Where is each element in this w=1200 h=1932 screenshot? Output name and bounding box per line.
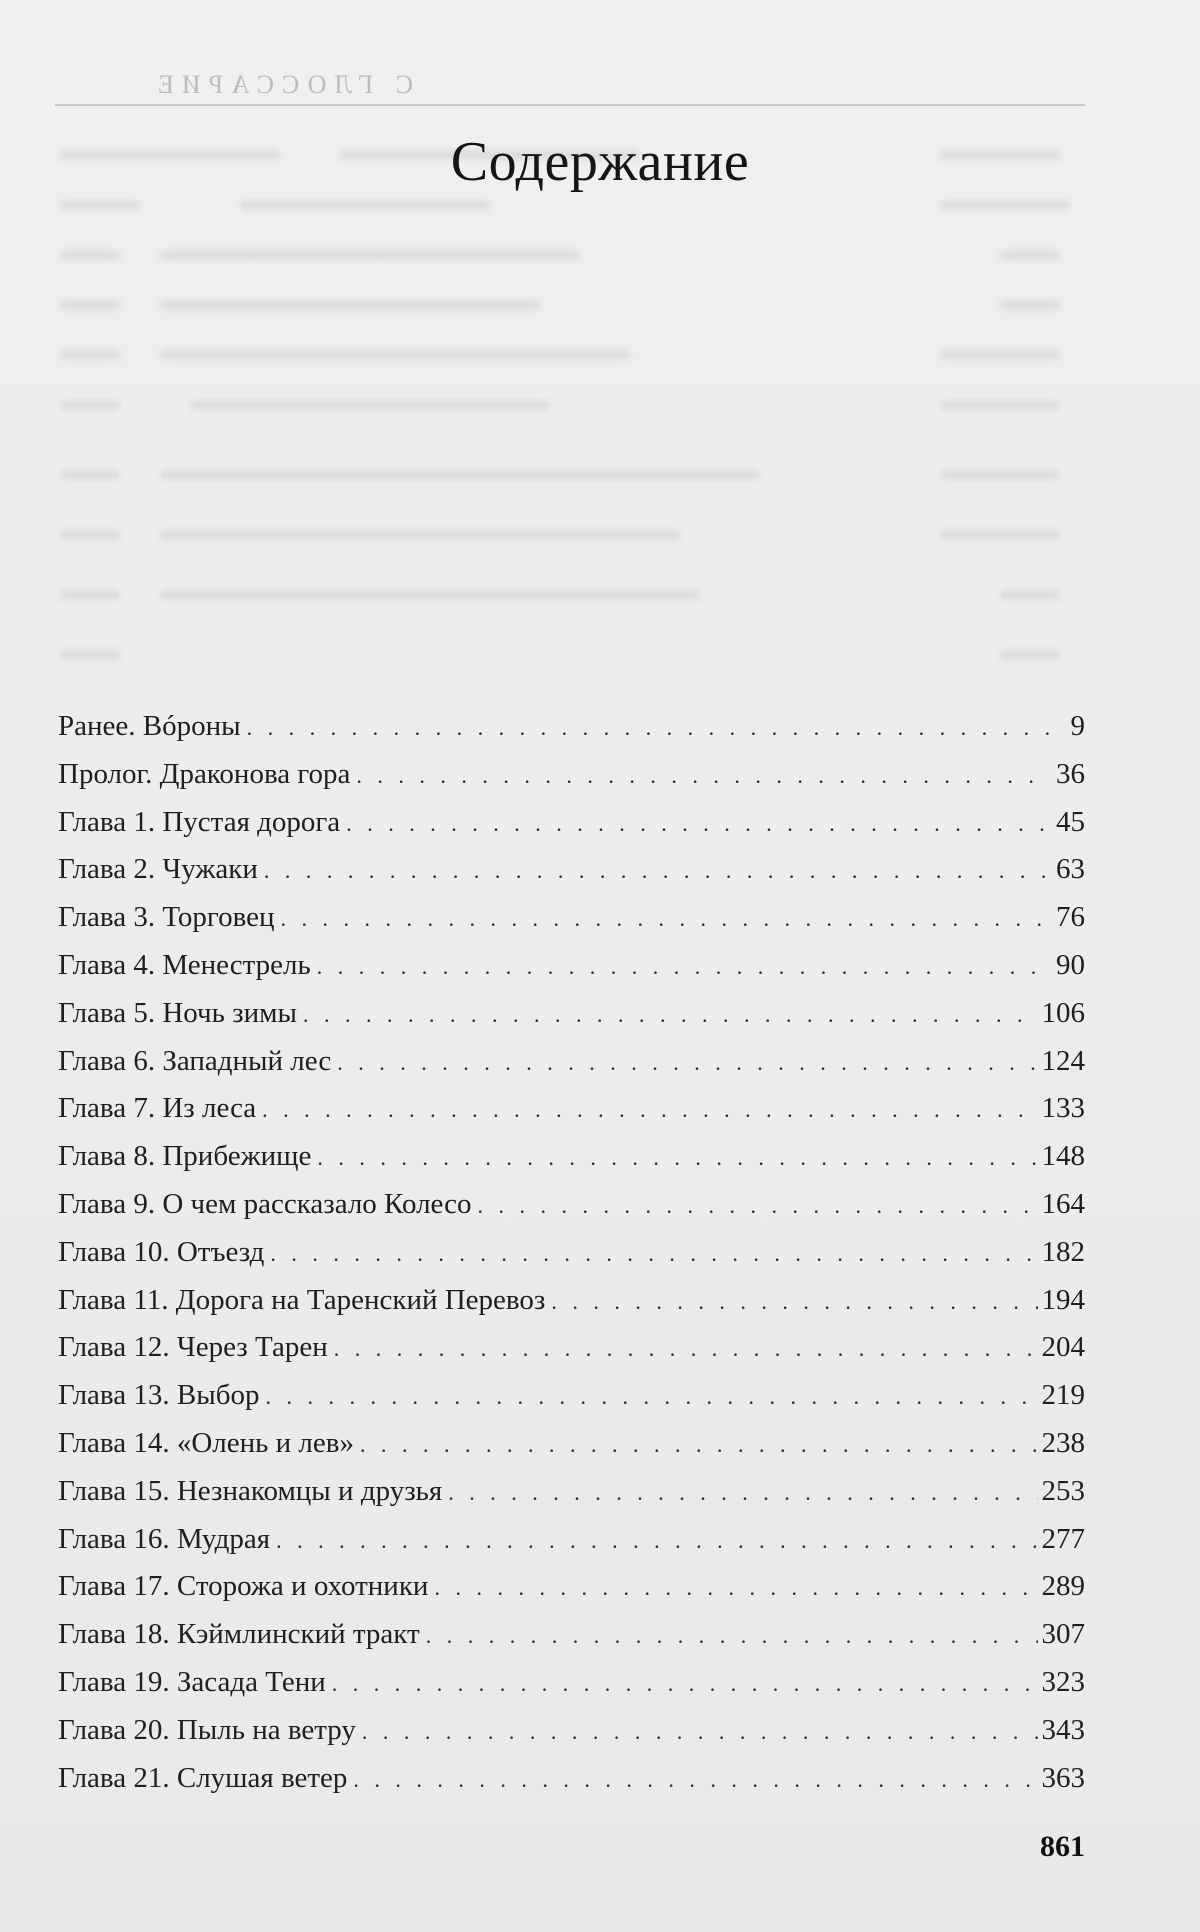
dot-leader (317, 1145, 1037, 1171)
toc-entry-label: Глава 11. Дорога на Таренский Перевоз (58, 1283, 546, 1316)
toc-entry-page: 307 (1041, 1618, 1085, 1651)
toc-entry (58, 1427, 1085, 1475)
toc-entry (58, 1331, 1085, 1379)
toc-entry (58, 949, 1085, 997)
bleed-through-text (40, 130, 1080, 690)
toc-entry-page: 9 (1070, 710, 1085, 742)
dot-leader (270, 1241, 1037, 1267)
toc-entry-label: Глава 5. Ночь зимы (58, 996, 297, 1029)
dot-leader (280, 906, 1051, 932)
table-of-contents (58, 710, 1085, 1809)
toc-entry (58, 901, 1085, 949)
toc-entry-label: Ранее. Вóроны (58, 710, 241, 742)
toc-entry (58, 1188, 1085, 1236)
toc-entry-page: 36 (1056, 757, 1085, 790)
page-title: Содержание (450, 131, 750, 193)
dot-leader (362, 1719, 1038, 1745)
dot-leader (356, 763, 1051, 789)
toc-entry-label: Глава 21. Слушая ветер (58, 1761, 348, 1794)
toc-entry-page: 289 (1041, 1570, 1085, 1603)
page-number: 861 (1040, 1830, 1085, 1863)
toc-entry-label: Глава 6. Западный лес (58, 1044, 332, 1077)
dot-leader (448, 1480, 1037, 1506)
toc-entry (58, 1666, 1085, 1714)
dot-leader (265, 1384, 1037, 1410)
toc-entry-page: 277 (1041, 1522, 1085, 1555)
toc-entry-label: Глава 7. Из леса (58, 1092, 257, 1125)
toc-entry-label: Глава 20. Пыль на ветру (58, 1713, 356, 1746)
toc-entry (58, 997, 1085, 1045)
dot-leader (478, 1193, 1038, 1219)
toc-entry-page: 63 (1056, 853, 1085, 886)
dot-leader (337, 1050, 1037, 1076)
toc-entry (58, 1236, 1085, 1284)
dot-leader (346, 811, 1051, 837)
toc-entry-label: Глава 10. Отъезд (58, 1235, 265, 1268)
toc-entry-label: Глава 15. Незнакомцы и друзья (58, 1474, 443, 1507)
toc-entry-page: 164 (1041, 1187, 1085, 1220)
header-rule (55, 104, 1085, 106)
toc-entry (58, 806, 1085, 854)
toc-entry-label: Глава 3. Торговец (58, 901, 275, 934)
toc-entry-label: Глава 18. Кэймлинский тракт (58, 1618, 420, 1651)
toc-entry (58, 1140, 1085, 1188)
toc-entry-page: 219 (1041, 1379, 1085, 1412)
toc-entry-page: 90 (1056, 948, 1085, 981)
toc-entry (58, 1284, 1085, 1332)
toc-entry-label: Глава 8. Прибежище (58, 1140, 312, 1173)
toc-entry-page: 182 (1041, 1235, 1085, 1268)
toc-entry-page: 148 (1041, 1140, 1085, 1173)
toc-entry-label: Глава 13. Выбор (58, 1379, 260, 1412)
dot-leader (262, 1097, 1037, 1123)
toc-entry-page: 194 (1041, 1283, 1085, 1316)
toc-entry-label: Глава 1. Пустая дорога (58, 805, 341, 838)
toc-entry (58, 1379, 1085, 1427)
dot-leader (334, 1336, 1038, 1362)
dot-leader (360, 1432, 1038, 1458)
dot-leader (426, 1623, 1038, 1649)
dot-leader (353, 1767, 1037, 1793)
toc-entry-label: Глава 17. Сторожа и охотники (58, 1570, 429, 1603)
toc-entry-page: 106 (1041, 996, 1085, 1029)
toc-entry-page: 133 (1041, 1092, 1085, 1125)
dot-leader (247, 715, 1051, 741)
toc-entry-page: 124 (1041, 1044, 1085, 1077)
toc-entry-page: 45 (1056, 805, 1085, 838)
toc-entry (58, 1570, 1085, 1618)
dot-leader (434, 1575, 1037, 1601)
toc-entry (58, 1523, 1085, 1571)
toc-entry-page: 76 (1056, 901, 1085, 934)
toc-entry-label: Глава 9. О чем рассказало Колесо (58, 1187, 472, 1220)
running-head: С ГЛОССАРИЕ (150, 70, 413, 99)
toc-entry-label: Глава 19. Засада Тени (58, 1665, 326, 1698)
toc-entry-page: 323 (1041, 1665, 1085, 1698)
toc-entry-label: Глава 14. «Олень и лев» (58, 1426, 354, 1459)
dot-leader (303, 1002, 1038, 1028)
toc-entry-page: 238 (1041, 1426, 1085, 1459)
toc-entry-page: 343 (1041, 1713, 1085, 1746)
toc-entry (58, 758, 1085, 806)
dot-leader (551, 1289, 1037, 1315)
toc-entry-label: Глава 4. Менестрель (58, 948, 311, 981)
toc-entry-page: 204 (1041, 1331, 1085, 1364)
toc-entry-label: Глава 16. Мудрая (58, 1522, 271, 1555)
toc-entry-label: Пролог. Драконова гора (58, 757, 351, 790)
toc-entry (58, 1762, 1085, 1810)
toc-entry (58, 1045, 1085, 1093)
toc-entry (58, 1714, 1085, 1762)
dot-leader (276, 1528, 1037, 1554)
toc-entry (58, 1475, 1085, 1523)
dot-leader (317, 954, 1051, 980)
toc-entry (58, 1618, 1085, 1666)
toc-entry-page: 363 (1041, 1761, 1085, 1794)
toc-entry-page: 253 (1041, 1474, 1085, 1507)
dot-leader (264, 858, 1051, 884)
toc-entry-label: Глава 12. Через Тарен (58, 1331, 328, 1364)
dot-leader (332, 1671, 1038, 1697)
toc-entry (58, 1092, 1085, 1140)
toc-entry (58, 853, 1085, 901)
toc-entry-label: Глава 2. Чужаки (58, 853, 258, 886)
toc-entry (58, 710, 1085, 758)
